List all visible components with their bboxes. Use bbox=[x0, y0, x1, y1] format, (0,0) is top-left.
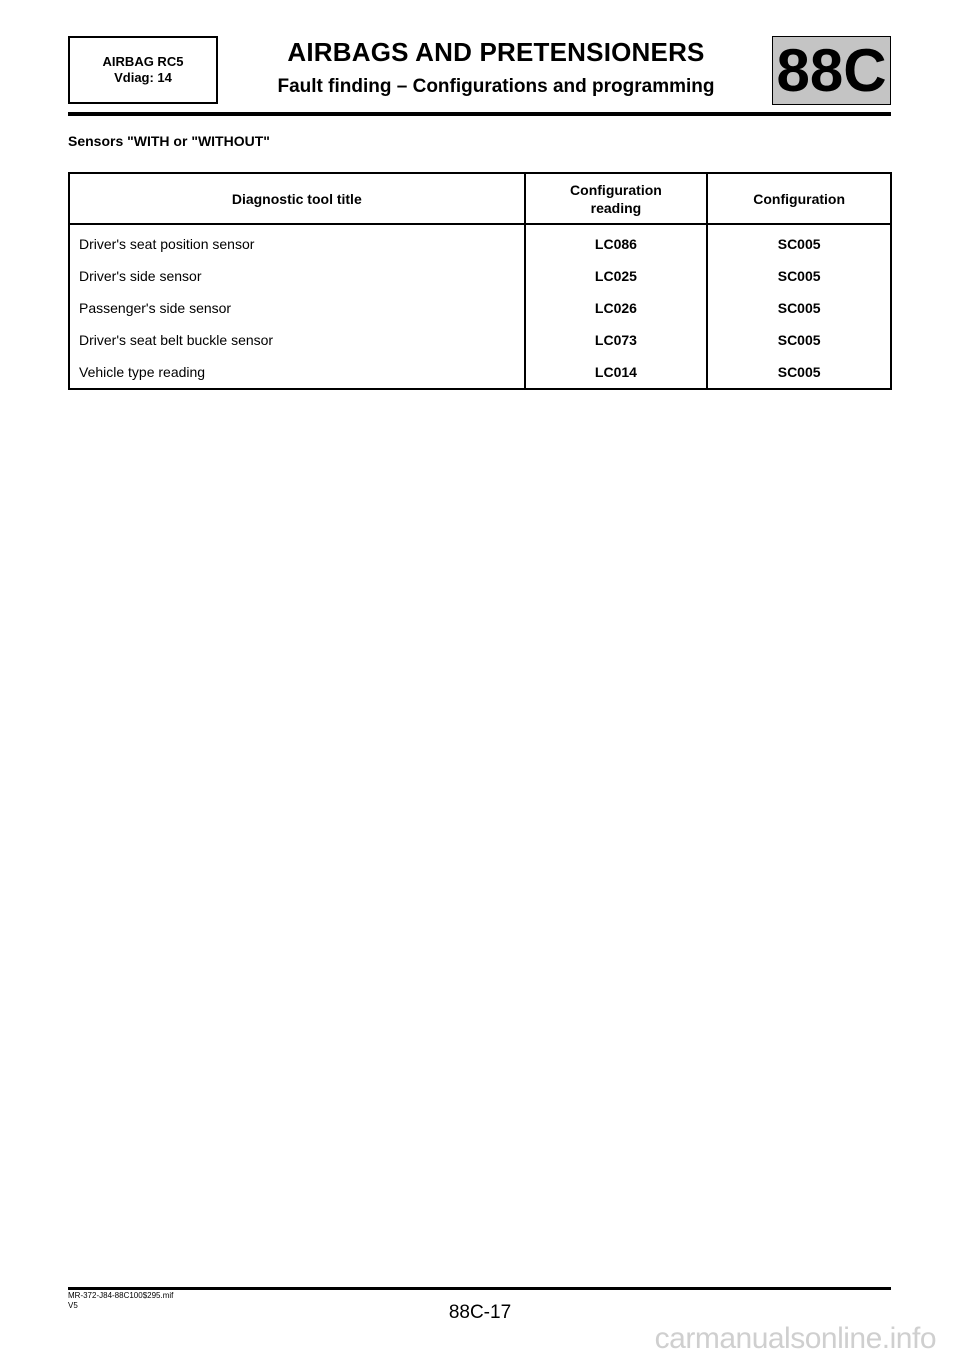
column-header-reading-line1: Configuration bbox=[570, 181, 662, 198]
header-product: AIRBAG RC5 bbox=[102, 54, 184, 69]
row-configuration: SC005 bbox=[707, 292, 891, 324]
table-row bbox=[69, 292, 891, 324]
table-row bbox=[69, 324, 891, 356]
watermark: carmanualsonline.info bbox=[654, 1322, 936, 1355]
header-version: Vdiag: 14 bbox=[114, 70, 172, 85]
header-divider bbox=[68, 112, 891, 116]
row-reading: LC026 bbox=[525, 292, 708, 324]
row-title: Driver's side sensor bbox=[69, 260, 525, 292]
row-configuration: SC005 bbox=[707, 224, 891, 260]
section-code-badge: 88C bbox=[772, 36, 891, 105]
table-header-row bbox=[69, 173, 891, 224]
row-title: Passenger's side sensor bbox=[69, 292, 525, 324]
table-row bbox=[69, 260, 891, 292]
row-reading: LC025 bbox=[525, 260, 708, 292]
row-configuration: SC005 bbox=[707, 260, 891, 292]
footer-version: V5 bbox=[68, 1301, 78, 1310]
footer-divider bbox=[68, 1287, 891, 1290]
section-title: Sensors "WITH or "WITHOUT" bbox=[68, 133, 270, 149]
column-header-configuration: Configuration bbox=[707, 173, 891, 224]
row-title: Driver's seat position sensor bbox=[69, 224, 525, 260]
row-reading: LC073 bbox=[525, 324, 708, 356]
table-row bbox=[69, 224, 891, 260]
page-title: AIRBAGS AND PRETENSIONERS bbox=[287, 37, 705, 67]
page-subtitle: Fault finding – Configurations and programming bbox=[277, 76, 715, 97]
page-number: 88C-17 bbox=[448, 1302, 512, 1323]
column-header-reading-line2: reading bbox=[590, 199, 642, 216]
column-header-title: Diagnostic tool title bbox=[69, 173, 525, 224]
row-configuration: SC005 bbox=[707, 324, 891, 356]
footer-filename: MR-372-J84-88C100$295.mif bbox=[68, 1291, 174, 1300]
header-product-box bbox=[68, 36, 218, 104]
column-header-reading bbox=[525, 173, 708, 224]
row-reading: LC086 bbox=[525, 224, 708, 260]
configuration-table bbox=[68, 172, 892, 390]
row-configuration: SC005 bbox=[707, 356, 891, 389]
row-reading: LC014 bbox=[525, 356, 708, 389]
table-row bbox=[69, 356, 891, 389]
row-title: Driver's seat belt buckle sensor bbox=[69, 324, 525, 356]
row-title: Vehicle type reading bbox=[69, 356, 525, 389]
